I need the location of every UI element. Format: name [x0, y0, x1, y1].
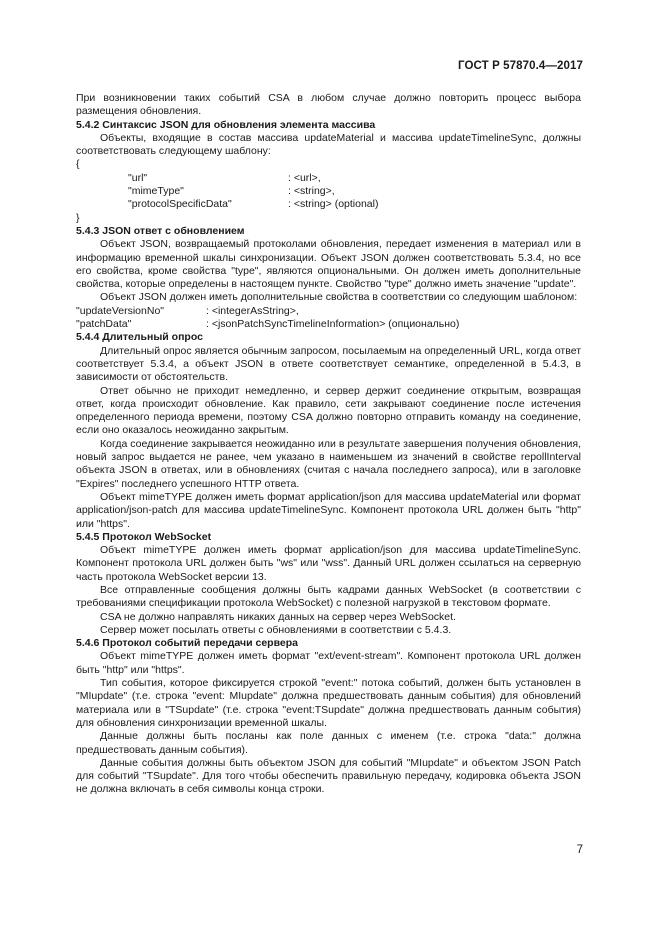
code-line [76, 198, 581, 211]
code-line [76, 185, 581, 198]
paragraph: Объект JSON, возвращаемый протоколами обновления, передает изменения в материал или в информацию временной шкалы синхронизации. Объект JSON должен соответствовать 5.3.4, но все его свойства, кроме свойства "type", являются опциональными. Он должен иметь дополнительные свойства, которые определены в настоящем пункте. Свойство "type" должно иметь значение "update". [76, 238, 581, 291]
code-line [76, 158, 581, 171]
section-heading: 5.4.3 JSON ответ с обновлением [76, 224, 245, 237]
paragraph: Объекты, входящие в состав массива updateMaterial и массива updateTimelineSync, должны соответствовать следующему шаблону: [76, 131, 581, 158]
paragraph: Все отправленные сообщения должны быть кадрами данных WebSocket (в соответствии с требованиями спецификации протокола WebSocket) с полезной нагрузкой в текстовом формате. [76, 583, 581, 610]
paragraph: Объект mimeTYPE должен иметь формат application/json для массива updateTimelineSync. Компонент протокола URL должен быть "ws" или "wss". Данный URL должен ссылаться на серверную часть протокола WebSocket версии 13. [76, 544, 581, 583]
section-heading: 5.4.2 Синтаксис JSON для обновления элемента массива [76, 118, 376, 131]
document-id-header: ГОСТ Р 57870.4—2017 [458, 60, 583, 72]
section-heading: 5.4.4 Длительный опрос [76, 331, 203, 344]
section-heading: 5.4.5 Протокол WebSocket [76, 530, 212, 543]
code-token: "patchData" [76, 318, 132, 331]
paragraph: Длительный опрос является обычным запросом, посылаемым на определенный URL, когда ответ соответствует 5.3.4, а объект JSON в ответе соответствует семантике, определенной в 5.4.3, в зависимости от обстоятельств. [76, 344, 581, 384]
code-token: "protocolSpecificData" [128, 198, 232, 211]
code-token: : <url>, [288, 171, 321, 184]
code-token: "mimeType" [128, 185, 184, 198]
code-line [76, 318, 581, 331]
document-body [76, 92, 581, 797]
paragraph: Объект mimeTYPE должен иметь формат "ext/event-stream". Компонент протокола URL должен быть "http" или "https". [76, 650, 581, 676]
paragraph: Когда соединение закрывается неожиданно или в результате завершения получения обновления, новый запрос выдается не ранее, чем указано в наименьшем из значений в свойстве repollInterval объекта JSON в ответах, или в обновлениях (считая с начала последнего запроса), или в заголовке "Expires" последнего успешного HTTP ответа. [76, 437, 581, 490]
code-line [76, 212, 581, 225]
code-token: } [76, 211, 80, 224]
code-token: : <string> (optional) [288, 198, 379, 211]
paragraph: Объект mimeTYPE должен иметь формат application/json для массива updateMaterial или формат application/json-patch для массива updateTimelineSync. Компонент протокола URL должен быть "http" или "https". [76, 490, 581, 530]
code-line [76, 305, 581, 318]
code-line [76, 172, 581, 185]
code-token: : <integerAsString>, [206, 304, 299, 317]
code-token: { [76, 158, 80, 171]
paragraph: Данные события должны быть объектом JSON для событий "MIupdate" и объектом JSON Patch для событий "TSupdate". Для того чтобы обеспечить правильную передачу, кодировка объекта JSON не должна включать в себя символы конца строки. [76, 756, 581, 796]
code-token: "url" [128, 171, 148, 184]
paragraph: При возникновении таких событий CSA в любом случае должно повторить процесс выбора размещения обновления. [76, 92, 581, 118]
paragraph: CSA не должно направлять никаких данных на сервер через WebSocket. [100, 610, 456, 623]
code-token: "updateVersionNo" [76, 304, 165, 317]
paragraph: Ответ обычно не приходит немедленно, и сервер держит соединение открытым, возвращая ответ, когда происходит обновление. Как правило, сети закрывают соединение после истечения определенного периода времени, поэтому CSA должно повторно отправить команду на соединение, если оно оказалось неожиданно закрытым. [76, 384, 581, 437]
code-token: : <jsonPatchSyncTimelineInformation> (опционально) [206, 318, 460, 331]
page-number: 7 [576, 844, 583, 856]
paragraph: Сервер может посылать ответы с обновлениями в соответствии с 5.4.3. [100, 623, 452, 636]
code-token: : <string>, [288, 185, 335, 198]
paragraph: Данные должны быть посланы как поле данных с именем (т.е. строка "data:" должна предшествовать данным события). [76, 730, 581, 756]
paragraph: Тип события, которое фиксируется строкой "event:" потока событий, должен быть установлен в "MIupdate" (т.е. строка "event: MIupdate" должна предшествовать данным события) для обновлений материала или в "TSupdate" (т.е. строка "event:TSupdate" должна предшествовать данным события) для обновления синхронизации временной шкалы. [76, 677, 581, 729]
paragraph: Объект JSON должен иметь дополнительные свойства в соответствии со следующим шаблоном: [100, 291, 578, 304]
section-heading: 5.4.6 Протокол событий передачи сервера [76, 637, 298, 650]
